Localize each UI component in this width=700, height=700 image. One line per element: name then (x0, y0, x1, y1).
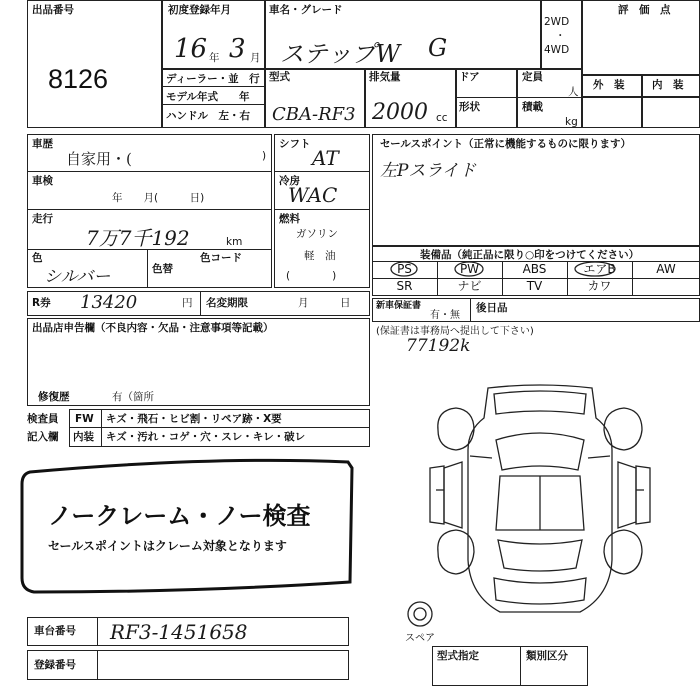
handle-label: ハンドル 左・右 (166, 110, 250, 122)
displacement-value: 2000 (372, 100, 428, 125)
type-spec-label: 型式指定 (437, 650, 479, 662)
reg-label: 登録番号 (34, 659, 76, 671)
car-name-value: ステップW (280, 40, 401, 68)
equip-tv: TV (526, 279, 543, 293)
repair-label: 修復歴 (38, 391, 70, 403)
fuel-paren: ( ) (286, 270, 337, 282)
color-label: 色 (32, 252, 43, 264)
report-label: 出品店申告欄（不良内容・欠品・注意事項等記載） (32, 322, 274, 334)
capacity-unit: 人 (568, 86, 579, 98)
lot-number: 8126 (48, 64, 109, 94)
drive-2wd: 2WD (544, 16, 570, 28)
warranty-note: (保証書は事務局へ提出して下さい) (376, 326, 534, 337)
disclaimer-subtitle: セールスポイントはクレーム対象となります (48, 539, 287, 553)
color-change-label: 色替 (152, 263, 173, 275)
mileage-label: 走行 (32, 213, 53, 225)
car-right-side (604, 408, 650, 574)
kg-unit: kg (565, 116, 578, 128)
sales-point-value: 左Pスライド (380, 161, 476, 181)
first-reg-label: 初度登録年月 (168, 4, 231, 16)
equip-navi: ナビ (457, 279, 482, 293)
in-tag: 内装 (73, 431, 94, 443)
name-change-label: 名変期限 (206, 297, 248, 309)
equip-airbag: エアB (583, 262, 616, 276)
inspector-label2: 記入欄 (27, 431, 59, 443)
load-label: 積載 (522, 101, 543, 113)
drive-dot: ・ (555, 30, 566, 42)
km-unit: km (226, 236, 243, 248)
type-value: CBA-RF3 (272, 104, 356, 125)
history-close: ) (262, 150, 267, 162)
disclaimer-title: ノークレーム・ノー検査 (48, 502, 311, 530)
displacement-label: 排気量 (369, 71, 401, 83)
fuel-gasoline: ガソリン (296, 228, 338, 240)
equip-ps: PS (397, 262, 412, 276)
shift-label: シフト (279, 138, 311, 150)
history-value: 自家用・( (66, 150, 132, 168)
warranty-label: 新車保証書 (376, 301, 422, 311)
type-label: 型式 (269, 71, 290, 83)
first-reg-month: 3 (229, 34, 246, 64)
name-change-text: 月 日 (298, 297, 351, 309)
door-label: ドア (459, 71, 480, 83)
grade-value: G (428, 34, 448, 62)
history-label: 車歴 (32, 138, 53, 150)
score-label: 評 価 点 (618, 4, 671, 16)
mileage-value: 7万7千192 (86, 226, 190, 250)
inspection-text: 年 月( 日) (112, 192, 205, 204)
recycle-label: R券 (32, 297, 51, 309)
equipment-label: 装備品（純正品に限り○印をつけてください） (420, 249, 640, 261)
spare-tire-icon (408, 602, 432, 626)
model-year-label: モデル年式 年 (166, 91, 250, 103)
color-value: シルバー (44, 267, 111, 287)
capacity-label: 定員 (522, 71, 543, 83)
car-outline (468, 385, 612, 612)
chassis-value: RF3-1451658 (110, 620, 248, 644)
month-unit: 月 (250, 52, 261, 64)
fuel-label: 燃料 (279, 213, 300, 225)
year-unit: 年 (209, 52, 220, 64)
equip-aw: AW (656, 262, 676, 276)
exterior-label: 外 装 (593, 79, 625, 91)
fw-text: キズ・飛石・ヒビ割・リペア跡・X要 (106, 413, 282, 425)
recycle-value: 13420 (80, 292, 138, 313)
later-label: 後日品 (476, 302, 508, 314)
equip-leather: カワ (587, 279, 612, 293)
first-reg-year: 16 (174, 34, 208, 64)
equip-abs: ABS (522, 262, 547, 276)
interior-label: 内 装 (652, 79, 684, 91)
sales-point-label: セールスポイント（正常に機能するものに限ります） (380, 138, 632, 150)
inspection-label: 車検 (32, 175, 53, 187)
spare-label: スペア (405, 633, 435, 644)
recycle-yen: 円 (182, 297, 193, 309)
class-label: 類別区分 (526, 650, 568, 662)
chassis-label: 車台番号 (34, 625, 76, 637)
ac-value: WAC (288, 183, 338, 207)
equip-pw: PW (459, 262, 480, 276)
drive-4wd: 4WD (544, 44, 570, 56)
warranty-value: 有・無 (430, 310, 460, 321)
color-code-label: 色コード (200, 252, 242, 264)
repair-value: 有（箇所 (112, 391, 154, 403)
car-name-label: 車名・グレード (269, 4, 343, 16)
inspector-label1: 検査員 (27, 413, 59, 425)
lot-label: 出品番号 (32, 4, 74, 16)
ac-label: 冷房 (279, 175, 300, 187)
in-text: キズ・汚れ・コゲ・穴・スレ・キレ・破レ (106, 431, 306, 443)
equip-sr: SR (396, 279, 413, 293)
fuel-diesel: 軽 油 (304, 250, 336, 262)
cc-unit: cc (436, 112, 448, 124)
dealer-label: ディーラー・並 行 (166, 73, 260, 85)
shift-value: AT (312, 146, 339, 170)
fw-tag: FW (75, 413, 94, 425)
handwritten-mileage: 77192k (406, 336, 471, 356)
shape-label: 形状 (459, 101, 480, 113)
